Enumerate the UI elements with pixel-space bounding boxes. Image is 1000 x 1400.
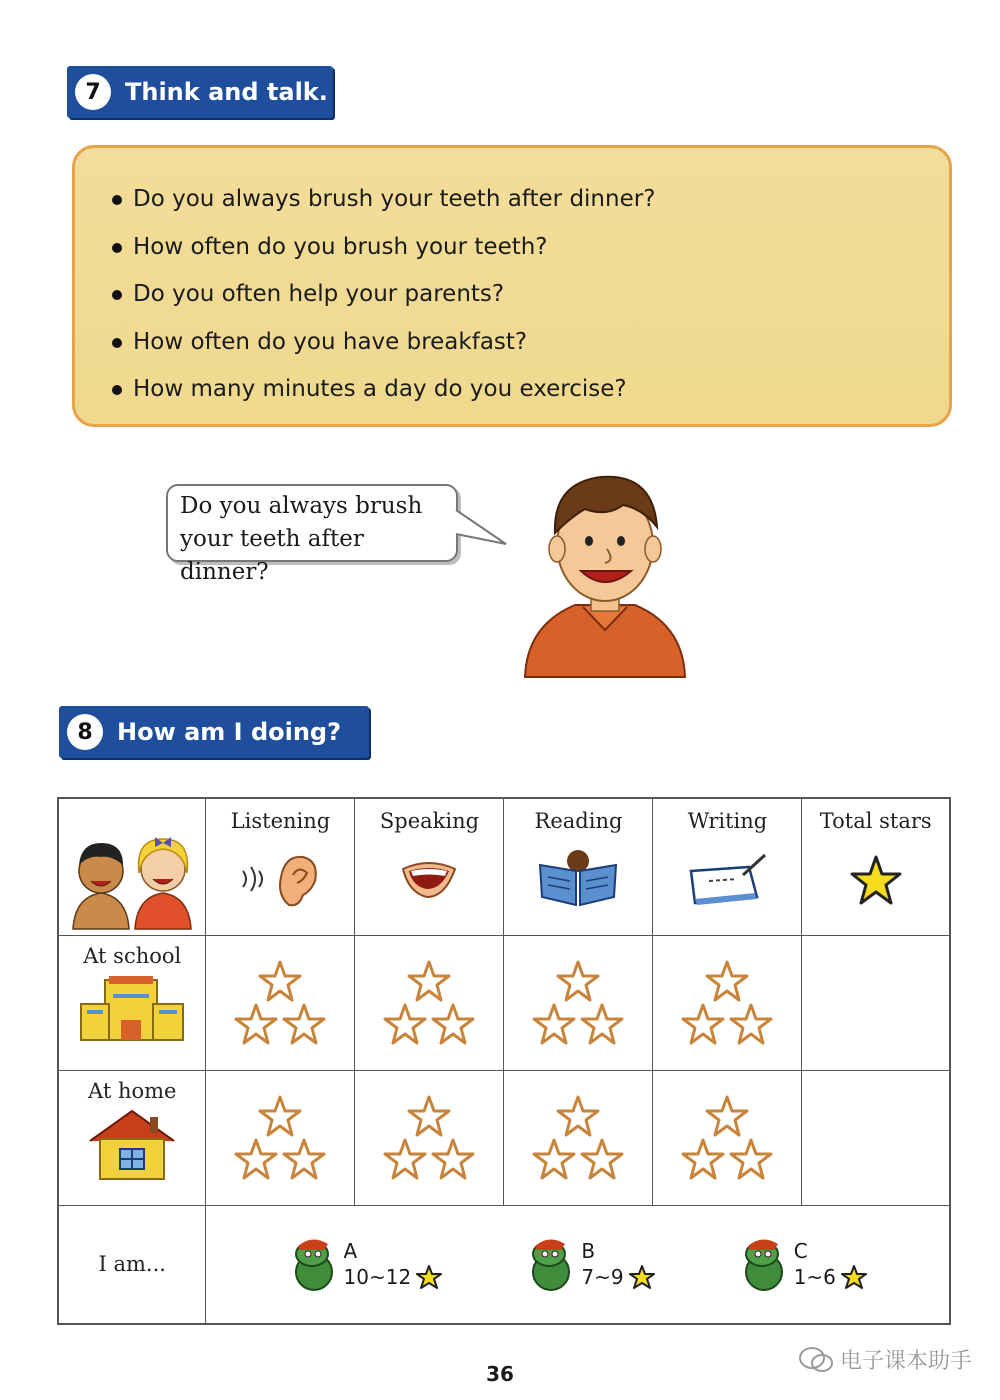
row-rating: [58, 1206, 950, 1324]
crocodile-icon: [525, 1234, 577, 1294]
col-label: Total stars: [819, 809, 932, 833]
section-8-number: 8: [67, 714, 103, 750]
col-label: Reading: [534, 809, 623, 833]
listening-school-stars: [206, 936, 355, 1071]
col-total-stars: [802, 798, 950, 936]
row-label: At school: [83, 944, 182, 968]
empty-star: [284, 1005, 324, 1043]
col-label: Writing: [687, 809, 768, 833]
section-7-header: [67, 66, 333, 118]
empty-star: [683, 1005, 723, 1043]
star-group: [653, 1071, 801, 1201]
question-item: Do you often help your parents?: [133, 271, 949, 319]
rating-label: I am...: [98, 1252, 166, 1277]
empty-star: [731, 1005, 771, 1043]
page-number: 36: [486, 1362, 514, 1386]
school-icon: [77, 974, 187, 1046]
wechat-icon: [798, 1346, 834, 1374]
speech-bubble-tail: [448, 498, 510, 550]
star-group: [504, 1071, 652, 1201]
empty-star: [433, 1140, 473, 1178]
question-list: [75, 148, 949, 414]
star-group: [355, 936, 503, 1066]
row-label: At home: [88, 1079, 177, 1103]
crocodile-icon: [288, 1234, 340, 1294]
row-at-school: [58, 936, 950, 1071]
rating-options: [206, 1234, 949, 1294]
star-group: [653, 936, 801, 1066]
empty-star: [409, 1097, 449, 1135]
table-header-row: [58, 798, 950, 936]
empty-star: [236, 1140, 276, 1178]
star-group: [504, 936, 652, 1066]
question-item: How many minutes a day do you exercise?: [133, 366, 949, 414]
listening-home-stars: [206, 1071, 355, 1206]
rating-option-b: [525, 1234, 655, 1294]
house-icon: [84, 1107, 180, 1181]
kids-cell: [58, 798, 206, 936]
at-home-cell: [58, 1071, 206, 1206]
col-writing: [653, 798, 802, 936]
mouth-icon: [399, 849, 459, 905]
question-item: Do you always brush your teeth after dinner?: [133, 176, 949, 224]
rating-range: 1~6: [793, 1265, 836, 1290]
question-box: [72, 145, 952, 427]
col-label: Listening: [230, 809, 331, 833]
empty-star: [582, 1140, 622, 1178]
empty-star: [433, 1005, 473, 1043]
writing-home-stars: [653, 1071, 802, 1206]
notepad-icon: [685, 849, 769, 909]
rating-grade: A: [343, 1239, 358, 1264]
speaking-school-stars: [355, 936, 504, 1071]
speaking-home-stars: [355, 1071, 504, 1206]
star-group: [206, 936, 354, 1066]
star-group: [206, 1071, 354, 1201]
rating-option-a: [288, 1234, 444, 1294]
empty-star: [558, 962, 598, 1000]
star-group: [355, 1071, 503, 1201]
col-speaking: [355, 798, 504, 936]
star-icon: [415, 1264, 443, 1290]
writing-school-stars: [653, 936, 802, 1071]
rating-range: 10~12: [343, 1265, 412, 1290]
at-school-cell: [58, 936, 206, 1071]
rating-range: 7~9: [581, 1265, 624, 1290]
reading-home-stars: [504, 1071, 653, 1206]
total-home-cell: [802, 1071, 950, 1206]
col-label: Speaking: [379, 809, 480, 833]
section-8-title: How am I doing?: [117, 718, 342, 746]
self-assessment-table: [57, 797, 951, 1325]
empty-star: [582, 1005, 622, 1043]
empty-star: [534, 1140, 574, 1178]
empty-star: [385, 1005, 425, 1043]
empty-star: [731, 1140, 771, 1178]
section-7-title: Think and talk.: [125, 78, 328, 106]
star-icon: [628, 1264, 656, 1290]
empty-star: [683, 1140, 723, 1178]
empty-star: [534, 1005, 574, 1043]
ear-icon: [237, 849, 323, 909]
total-star-icon: [849, 855, 903, 907]
empty-star: [707, 962, 747, 1000]
speech-bubble: [166, 484, 458, 585]
rating-grade: B: [581, 1239, 596, 1264]
empty-star: [707, 1097, 747, 1135]
watermark: [798, 1344, 972, 1375]
watermark-text: 电子课本助手: [839, 1349, 972, 1374]
crocodile-icon: [738, 1234, 790, 1294]
speech-line-2: your teeth after dinner?: [180, 526, 364, 585]
empty-star: [236, 1005, 276, 1043]
empty-star: [260, 962, 300, 1000]
col-reading: [504, 798, 653, 936]
question-item: How often do you have breakfast?: [133, 319, 949, 367]
empty-star: [260, 1097, 300, 1135]
empty-star: [558, 1097, 598, 1135]
boy-illustration: [515, 465, 695, 680]
rating-options-cell: [206, 1206, 950, 1324]
empty-star: [385, 1140, 425, 1178]
reading-school-stars: [504, 936, 653, 1071]
book-icon: [536, 849, 620, 909]
rating-grade: C: [793, 1239, 808, 1264]
kids-icon: [59, 799, 205, 931]
section-7-number: 7: [75, 74, 111, 110]
question-item: How often do you brush your teeth?: [133, 224, 949, 272]
rating-label-cell: [58, 1206, 206, 1324]
empty-star: [409, 962, 449, 1000]
total-school-cell: [802, 936, 950, 1071]
section-8-header: [59, 706, 369, 758]
empty-star: [284, 1140, 324, 1178]
star-icon: [840, 1264, 868, 1290]
rating-option-c: [738, 1234, 868, 1294]
speech-line-1: Do you always brush: [180, 493, 423, 519]
col-listening: [206, 798, 355, 936]
row-at-home: [58, 1071, 950, 1206]
